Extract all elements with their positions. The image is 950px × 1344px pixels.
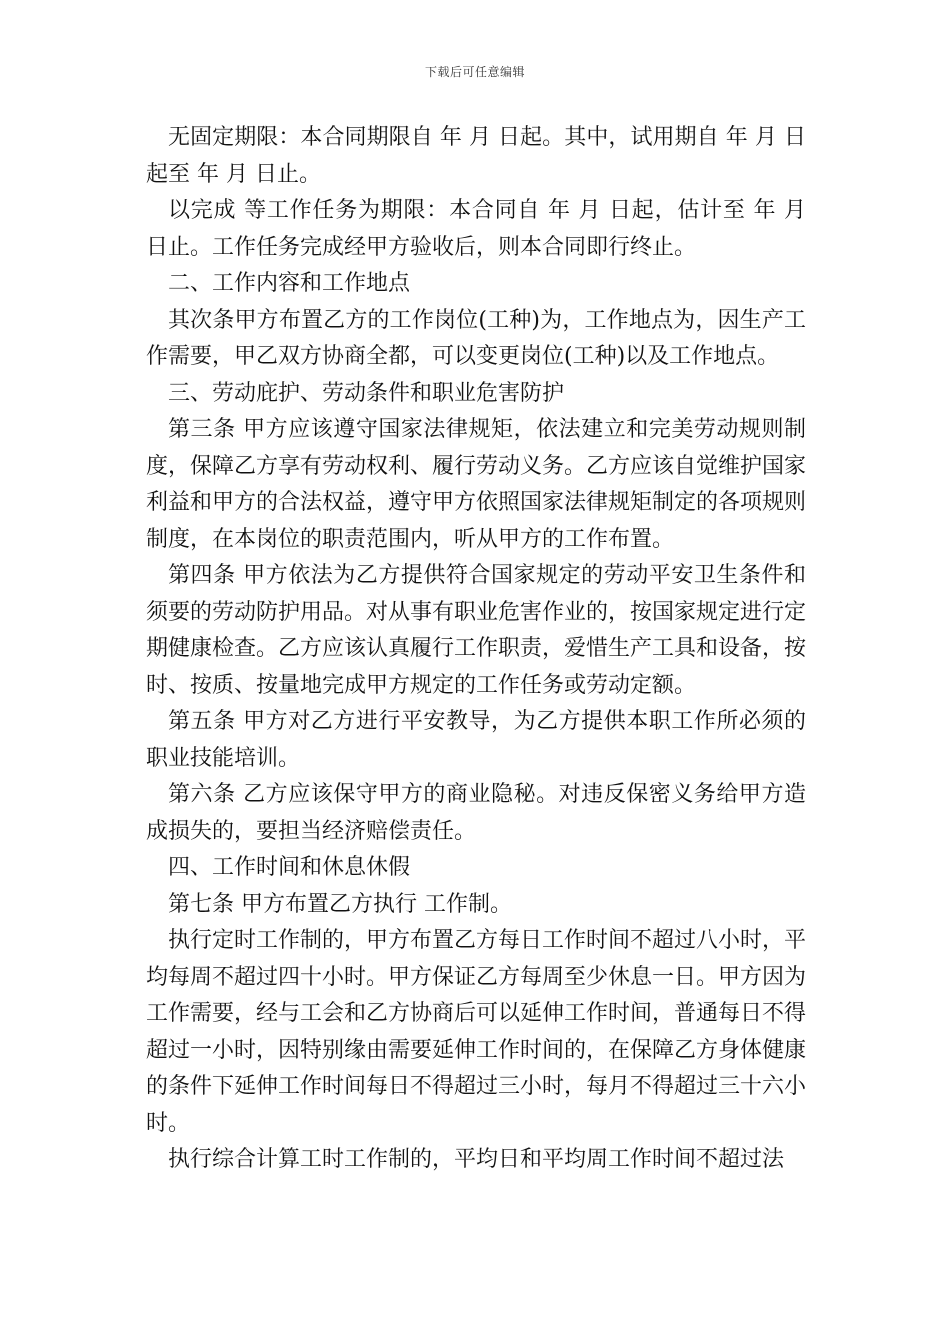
page-header: 下载后可任意编辑 bbox=[424, 65, 525, 79]
document-body bbox=[146, 120, 806, 1179]
paragraph-article-4: 第四条 甲方依法为乙方提供符合国家规定的劳动平安卫生条件和须要的劳动防护用品。对从事有职业危害作业的，按国家规定进行定期健康检查。乙方应该认真履行工作职责，爱惜生产工具和设备，按时、按质、按量地完成甲方规定的工作任务或劳动定额。 bbox=[146, 563, 807, 698]
paragraph-article-2: 其次条甲方布置乙方的工作岗位(工种)为，工作地点为，因生产工作需要，甲乙双方协商全都，可以变更岗位(工种)以及工作地点。 bbox=[146, 307, 806, 369]
paragraph-article-5: 第五条 甲方对乙方进行平安教导，为乙方提供本职工作所必须的职业技能培训。 bbox=[146, 709, 806, 771]
section-heading-labor-protection: 三、劳动庇护、劳动条件和职业危害防护 bbox=[168, 380, 565, 406]
paragraph-term-indefinite: 无固定期限：本合同期限自 年 月 日起。其中，试用期自 年 月 日起至 年 月 日止。 bbox=[146, 125, 806, 187]
paragraph-term-task: 以完成 等工作任务为期限：本合同自 年 月 日起，估计至 年 月 日止。工作任务完成经甲方验收后，则本合同即行终止。 bbox=[146, 198, 806, 260]
section-heading-working-hours: 四、工作时间和休息休假 bbox=[168, 855, 411, 880]
paragraph-article-6: 第六条 乙方应该保守甲方的商业隐秘。对违反保密义务给甲方造成损失的，要担当经济赔偿责任。 bbox=[146, 782, 806, 844]
paragraph-standard-hours: 执行定时工作制的，甲方布置乙方每日工作时间不超过八小时，平均每周不超过四十小时。甲方保证乙方每周至少休息一日。甲方因为工作需要，经与工会和乙方协商后可以延伸工作时间，普通每日不得超过一小时，因特别缘由需要延伸工作时间的，在保障乙方身体健康的条件下延伸工作时间每日不得超过三小时，每月不得超过三十六小时。 bbox=[146, 928, 807, 1136]
section-heading-work-content: 二、工作内容和工作地点 bbox=[168, 271, 411, 296]
paragraph-comprehensive-hours: 执行综合计算工时工作制的，平均日和平均周工作时间不超过法 bbox=[168, 1147, 785, 1172]
paragraph-article-7: 第七条 甲方布置乙方执行 工作制。 bbox=[168, 891, 512, 917]
paragraph-article-3: 第三条 甲方应该遵守国家法律规矩，依法建立和完美劳动规则制度，保障乙方享有劳动权利、履行劳动义务。乙方应该自觉维护国家利益和甲方的合法权益，遵守甲方依照国家法律规矩制定的各项规则制度，在本岗位的职责范围内，听从甲方的工作布置。 bbox=[146, 417, 807, 552]
